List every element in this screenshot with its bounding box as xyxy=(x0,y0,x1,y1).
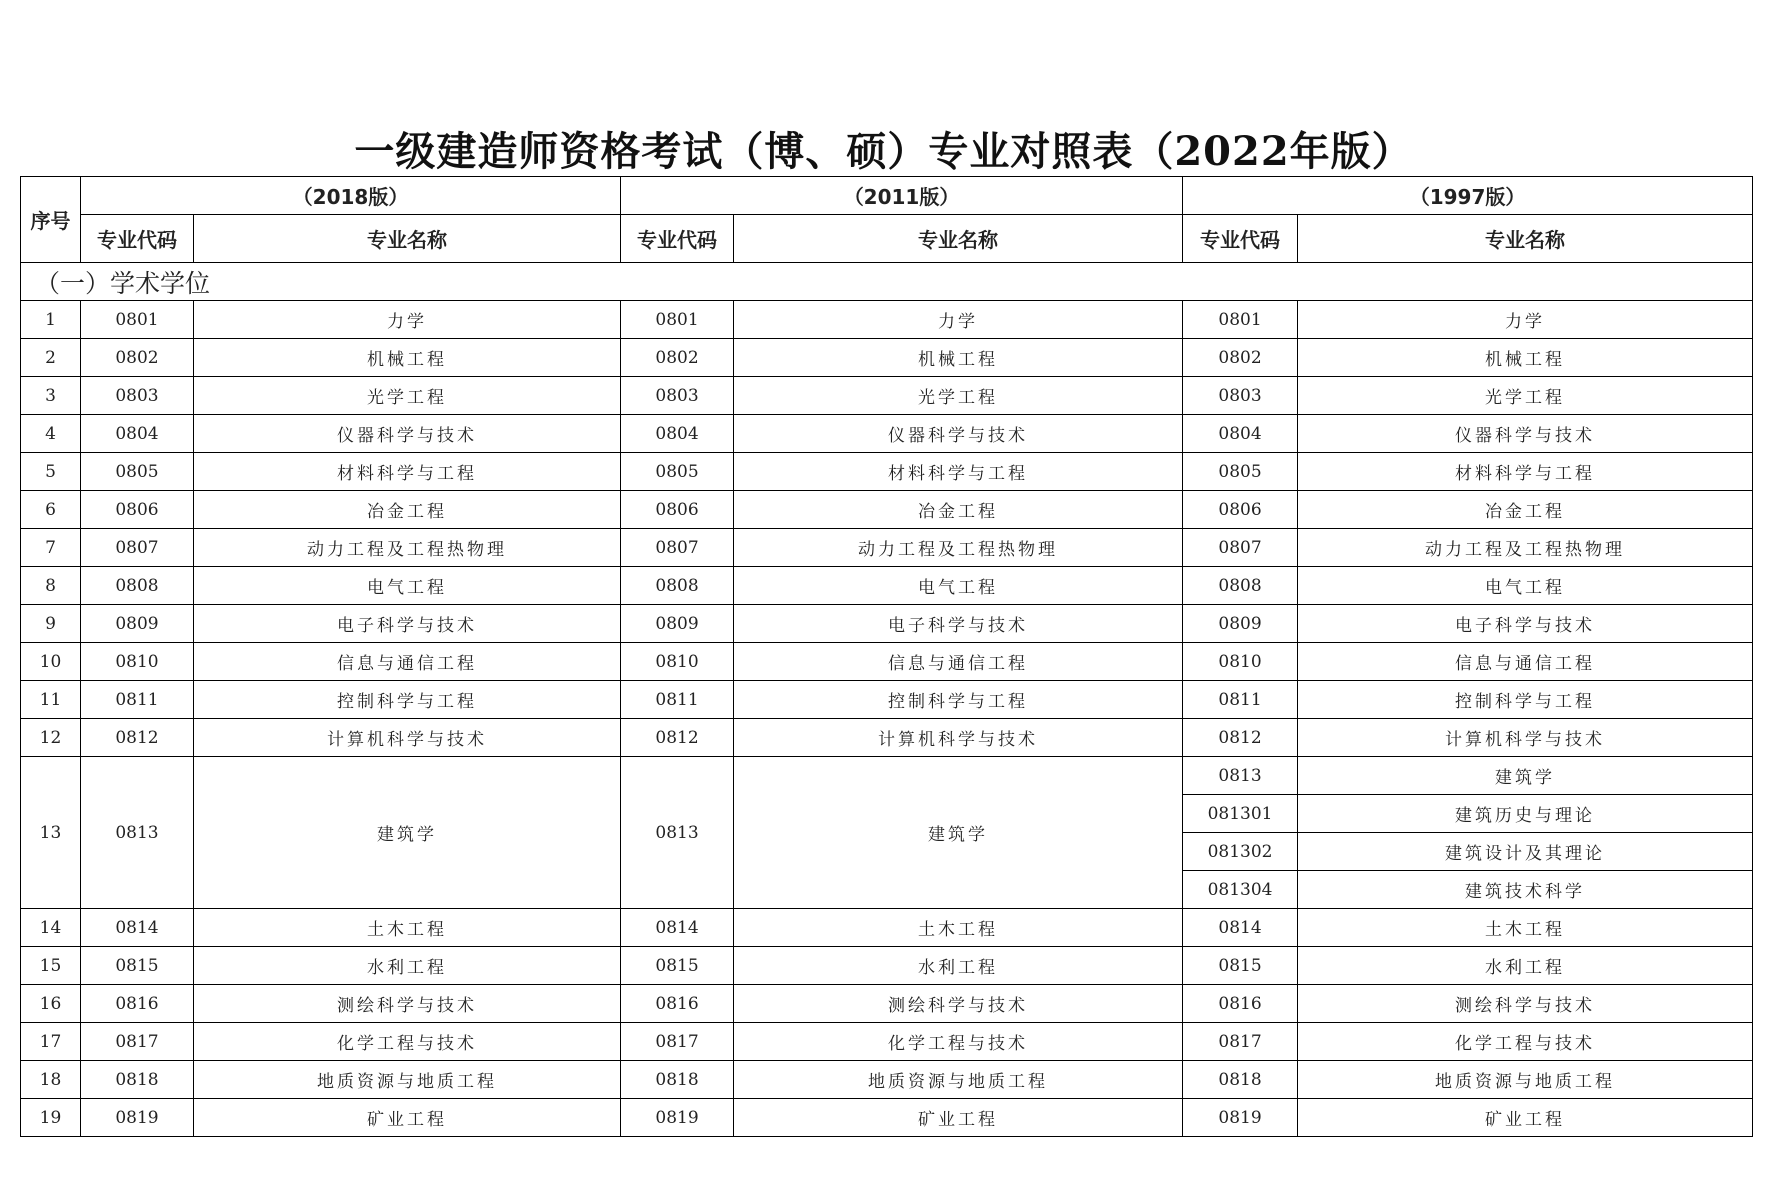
name-2018-cell: 仪器科学与技术 xyxy=(194,415,621,453)
code-2011-cell: 0805 xyxy=(621,453,734,491)
seq-cell: 4 xyxy=(21,415,81,453)
table-row xyxy=(21,719,1753,757)
name-1997-cell: 计算机科学与技术 xyxy=(1298,719,1753,757)
name-2018-cell: 力学 xyxy=(194,301,621,339)
code-1997-cell: 0808 xyxy=(1183,567,1298,605)
name-2011-cell: 电气工程 xyxy=(734,567,1183,605)
code-1997-cell: 0819 xyxy=(1183,1099,1298,1137)
code-1997-cell: 0817 xyxy=(1183,1023,1298,1061)
code-header-2011: 专业代码 xyxy=(621,215,734,263)
code-2011-cell: 0803 xyxy=(621,377,734,415)
code-2011-cell: 0818 xyxy=(621,1061,734,1099)
table-row xyxy=(21,301,1753,339)
name-1997-cell: 测绘科学与技术 xyxy=(1298,985,1753,1023)
table-row xyxy=(21,909,1753,947)
name-1997-cell: 电子科学与技术 xyxy=(1298,605,1753,643)
code-1997-cell: 0814 xyxy=(1183,909,1298,947)
name-2011-cell: 建筑学 xyxy=(734,757,1183,909)
name-2011-cell: 计算机科学与技术 xyxy=(734,719,1183,757)
code-header-2018: 专业代码 xyxy=(81,215,194,263)
code-1997-cell: 0813 xyxy=(1183,757,1298,795)
table-row xyxy=(21,605,1753,643)
code-2018-cell: 0811 xyxy=(81,681,194,719)
name-2018-cell: 电子科学与技术 xyxy=(194,605,621,643)
section-title: （一）学术学位 xyxy=(21,263,1753,301)
code-2011-cell: 0811 xyxy=(621,681,734,719)
code-2018-cell: 0806 xyxy=(81,491,194,529)
name-header-2011: 专业名称 xyxy=(734,215,1183,263)
name-2018-cell: 动力工程及工程热物理 xyxy=(194,529,621,567)
code-header-1997: 专业代码 xyxy=(1183,215,1298,263)
code-2011-cell: 0801 xyxy=(621,301,734,339)
table-row xyxy=(21,1061,1753,1099)
table-row xyxy=(21,1099,1753,1137)
name-1997-cell: 水利工程 xyxy=(1298,947,1753,985)
name-header-2018: 专业名称 xyxy=(194,215,621,263)
name-1997-cell: 建筑学 xyxy=(1298,757,1753,795)
code-2011-cell: 0813 xyxy=(621,757,734,909)
name-2018-cell: 光学工程 xyxy=(194,377,621,415)
seq-cell: 12 xyxy=(21,719,81,757)
seq-header: 序号 xyxy=(21,177,81,263)
code-2011-cell: 0809 xyxy=(621,605,734,643)
seq-cell: 6 xyxy=(21,491,81,529)
code-2011-cell: 0819 xyxy=(621,1099,734,1137)
name-2011-cell: 动力工程及工程热物理 xyxy=(734,529,1183,567)
code-2011-cell: 0817 xyxy=(621,1023,734,1061)
name-1997-cell: 控制科学与工程 xyxy=(1298,681,1753,719)
name-1997-cell: 矿业工程 xyxy=(1298,1099,1753,1137)
code-1997-cell: 0815 xyxy=(1183,947,1298,985)
name-2011-cell: 仪器科学与技术 xyxy=(734,415,1183,453)
code-2018-cell: 0814 xyxy=(81,909,194,947)
name-1997-cell: 建筑技术科学 xyxy=(1298,871,1753,909)
code-2018-cell: 0804 xyxy=(81,415,194,453)
code-2018-cell: 0802 xyxy=(81,339,194,377)
seq-cell: 14 xyxy=(21,909,81,947)
name-2018-cell: 地质资源与地质工程 xyxy=(194,1061,621,1099)
table-row xyxy=(21,377,1753,415)
name-1997-cell: 信息与通信工程 xyxy=(1298,643,1753,681)
code-1997-cell: 0806 xyxy=(1183,491,1298,529)
name-2011-cell: 水利工程 xyxy=(734,947,1183,985)
name-1997-cell: 动力工程及工程热物理 xyxy=(1298,529,1753,567)
code-2011-cell: 0816 xyxy=(621,985,734,1023)
seq-cell: 19 xyxy=(21,1099,81,1137)
name-1997-cell: 光学工程 xyxy=(1298,377,1753,415)
name-2011-cell: 力学 xyxy=(734,301,1183,339)
name-1997-cell: 土木工程 xyxy=(1298,909,1753,947)
name-2018-cell: 测绘科学与技术 xyxy=(194,985,621,1023)
name-2011-cell: 土木工程 xyxy=(734,909,1183,947)
table-row xyxy=(21,491,1753,529)
table-row xyxy=(21,415,1753,453)
code-1997-cell: 0801 xyxy=(1183,301,1298,339)
edition-1997-header: （1997版） xyxy=(1183,177,1753,215)
name-2011-cell: 信息与通信工程 xyxy=(734,643,1183,681)
code-2018-cell: 0812 xyxy=(81,719,194,757)
code-2011-cell: 0806 xyxy=(621,491,734,529)
name-2018-cell: 计算机科学与技术 xyxy=(194,719,621,757)
code-2018-cell: 0813 xyxy=(81,757,194,909)
header-row-editions xyxy=(21,177,1753,215)
code-2018-cell: 0801 xyxy=(81,301,194,339)
code-2018-cell: 0815 xyxy=(81,947,194,985)
name-2011-cell: 控制科学与工程 xyxy=(734,681,1183,719)
seq-cell: 11 xyxy=(21,681,81,719)
code-1997-cell: 0818 xyxy=(1183,1061,1298,1099)
name-1997-cell: 电气工程 xyxy=(1298,567,1753,605)
code-2011-cell: 0815 xyxy=(621,947,734,985)
name-2011-cell: 测绘科学与技术 xyxy=(734,985,1183,1023)
name-1997-cell: 材料科学与工程 xyxy=(1298,453,1753,491)
name-2018-cell: 信息与通信工程 xyxy=(194,643,621,681)
name-2018-cell: 化学工程与技术 xyxy=(194,1023,621,1061)
seq-cell: 13 xyxy=(21,757,81,909)
name-2011-cell: 化学工程与技术 xyxy=(734,1023,1183,1061)
table-row xyxy=(21,947,1753,985)
name-2018-cell: 电气工程 xyxy=(194,567,621,605)
code-2018-cell: 0817 xyxy=(81,1023,194,1061)
code-1997-cell: 0809 xyxy=(1183,605,1298,643)
code-2018-cell: 0805 xyxy=(81,453,194,491)
name-2011-cell: 冶金工程 xyxy=(734,491,1183,529)
code-1997-cell: 0807 xyxy=(1183,529,1298,567)
name-2011-cell: 矿业工程 xyxy=(734,1099,1183,1137)
code-1997-cell: 0810 xyxy=(1183,643,1298,681)
name-2011-cell: 机械工程 xyxy=(734,339,1183,377)
name-1997-cell: 地质资源与地质工程 xyxy=(1298,1061,1753,1099)
table-row xyxy=(21,1023,1753,1061)
seq-cell: 17 xyxy=(21,1023,81,1061)
major-comparison-table xyxy=(20,176,1753,1137)
code-2018-cell: 0808 xyxy=(81,567,194,605)
code-1997-cell: 081304 xyxy=(1183,871,1298,909)
seq-cell: 8 xyxy=(21,567,81,605)
table-row xyxy=(21,339,1753,377)
seq-cell: 10 xyxy=(21,643,81,681)
code-1997-cell: 0805 xyxy=(1183,453,1298,491)
section-row xyxy=(21,263,1753,301)
table-row xyxy=(21,681,1753,719)
name-2018-cell: 水利工程 xyxy=(194,947,621,985)
code-1997-cell: 0804 xyxy=(1183,415,1298,453)
seq-cell: 18 xyxy=(21,1061,81,1099)
table-row xyxy=(21,453,1753,491)
seq-cell: 15 xyxy=(21,947,81,985)
seq-cell: 9 xyxy=(21,605,81,643)
code-2018-cell: 0803 xyxy=(81,377,194,415)
code-1997-cell: 0811 xyxy=(1183,681,1298,719)
code-2011-cell: 0804 xyxy=(621,415,734,453)
name-2018-cell: 材料科学与工程 xyxy=(194,453,621,491)
code-1997-cell: 0803 xyxy=(1183,377,1298,415)
name-2011-cell: 光学工程 xyxy=(734,377,1183,415)
table-row xyxy=(21,567,1753,605)
code-2018-cell: 0807 xyxy=(81,529,194,567)
name-2018-cell: 矿业工程 xyxy=(194,1099,621,1137)
seq-cell: 2 xyxy=(21,339,81,377)
code-1997-cell: 0816 xyxy=(1183,985,1298,1023)
code-2011-cell: 0812 xyxy=(621,719,734,757)
code-1997-cell: 081302 xyxy=(1183,833,1298,871)
name-2011-cell: 材料科学与工程 xyxy=(734,453,1183,491)
name-1997-cell: 建筑设计及其理论 xyxy=(1298,833,1753,871)
page-title: 一级建造师资格考试（博、硕）专业对照表（2022年版） xyxy=(354,128,1413,175)
name-2011-cell: 电子科学与技术 xyxy=(734,605,1183,643)
name-header-1997: 专业名称 xyxy=(1298,215,1753,263)
code-1997-cell: 081301 xyxy=(1183,795,1298,833)
code-2011-cell: 0814 xyxy=(621,909,734,947)
table-row xyxy=(21,985,1753,1023)
code-2018-cell: 0818 xyxy=(81,1061,194,1099)
code-2018-cell: 0819 xyxy=(81,1099,194,1137)
header-row-columns xyxy=(21,215,1753,263)
name-2011-cell: 地质资源与地质工程 xyxy=(734,1061,1183,1099)
table-row xyxy=(21,757,1753,795)
seq-cell: 5 xyxy=(21,453,81,491)
name-1997-cell: 力学 xyxy=(1298,301,1753,339)
edition-2011-header: （2011版） xyxy=(621,177,1183,215)
name-1997-cell: 冶金工程 xyxy=(1298,491,1753,529)
seq-cell: 1 xyxy=(21,301,81,339)
name-2018-cell: 建筑学 xyxy=(194,757,621,909)
code-1997-cell: 0812 xyxy=(1183,719,1298,757)
edition-2018-header: （2018版） xyxy=(81,177,621,215)
code-2018-cell: 0810 xyxy=(81,643,194,681)
code-2011-cell: 0810 xyxy=(621,643,734,681)
table-row xyxy=(21,643,1753,681)
name-1997-cell: 仪器科学与技术 xyxy=(1298,415,1753,453)
name-1997-cell: 化学工程与技术 xyxy=(1298,1023,1753,1061)
name-1997-cell: 建筑历史与理论 xyxy=(1298,795,1753,833)
name-2018-cell: 冶金工程 xyxy=(194,491,621,529)
code-2011-cell: 0808 xyxy=(621,567,734,605)
seq-cell: 3 xyxy=(21,377,81,415)
seq-cell: 16 xyxy=(21,985,81,1023)
name-2018-cell: 机械工程 xyxy=(194,339,621,377)
name-1997-cell: 机械工程 xyxy=(1298,339,1753,377)
code-2018-cell: 0816 xyxy=(81,985,194,1023)
code-2011-cell: 0807 xyxy=(621,529,734,567)
code-2018-cell: 0809 xyxy=(81,605,194,643)
code-2011-cell: 0802 xyxy=(621,339,734,377)
name-2018-cell: 控制科学与工程 xyxy=(194,681,621,719)
seq-cell: 7 xyxy=(21,529,81,567)
code-1997-cell: 0802 xyxy=(1183,339,1298,377)
name-2018-cell: 土木工程 xyxy=(194,909,621,947)
table-row xyxy=(21,529,1753,567)
